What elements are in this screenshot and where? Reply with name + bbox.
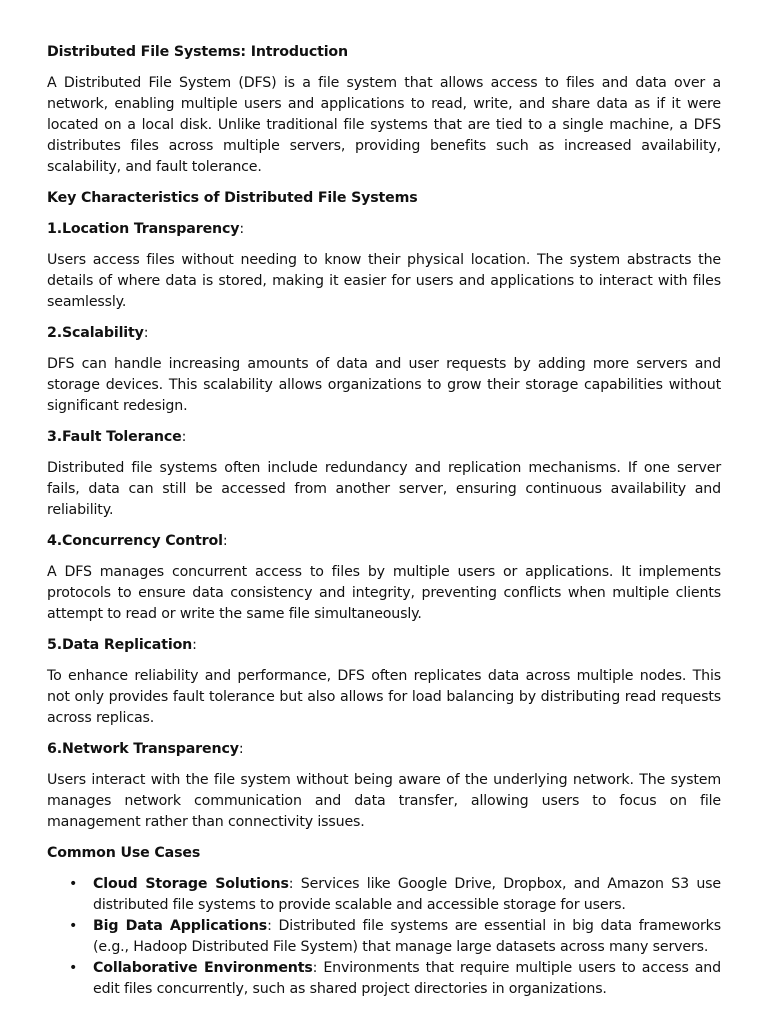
characteristic-term: 3.Fault Tolerance [47,429,182,445]
characteristic-paragraph: DFS can handle increasing amounts of data and user requests by adding more servers and storage devices. This scalability allows organizations to grow their storage capabilities without significant redesign. [47,356,721,414]
characteristic-colon: : [222,533,228,549]
characteristic-term: 6.Network Transparency [47,741,239,757]
bullet-icon: • [69,876,78,892]
characteristic-paragraph: A DFS manages concurrent access to files by multiple users or applications. It implements protocols to ensure data consistency and integrity, preventing conflicts when multiple clients attempt to read or write the same file simultaneously. [47,564,721,622]
list-item [69,916,721,958]
use-case-term: Collaborative Environments [93,960,313,976]
bullet-icon: • [69,918,78,934]
use-case-text: : Services like Google Drive, Dropbox, and Amazon S3 use distributed file systems to provide scalable and accessible storage for users. [93,876,721,913]
characteristic-heading [47,219,721,240]
characteristic-heading [47,427,721,448]
characteristic-paragraph: Users interact with the file system without being aware of the underlying network. The system manages network communication and data transfer, allowing users to focus on file management rather than connectivity issues. [47,772,721,830]
use-case-term: Big Data Applications [93,918,268,934]
characteristic-heading [47,739,721,760]
use-cases-list [47,874,721,1000]
characteristic-term: 1.Location Transparency [47,221,240,237]
characteristic-colon: : [239,221,244,237]
characteristic-paragraph: Users access files without needing to know their physical location. The system abstracts the details of where data is stored, making it easier for users and applications to interact with files seamlessly. [47,252,721,310]
characteristic-colon: : [192,637,197,653]
document-title: Distributed File Systems: Introduction [47,44,348,60]
characteristic-colon: : [143,325,149,341]
use-case-text: : Environments that require multiple users to access and edit files concurrently, such as shared project directories in organizations. [93,960,721,997]
characteristic-term: 4.Concurrency Control [47,533,223,549]
characteristic-heading [47,531,721,552]
use-cases-heading: Common Use Cases [47,845,201,861]
characteristic-term: 2.Scalability [47,325,144,341]
characteristic-heading [47,635,721,656]
characteristics-heading: Key Characteristics of Distributed File Systems [47,190,418,206]
characteristic-paragraph: To enhance reliability and performance, DFS often replicates data across multiple nodes. This not only provides fault tolerance but also allows for load balancing by distributing read requests across replicas. [47,668,721,726]
list-item [69,958,721,1000]
characteristic-colon: : [181,429,187,445]
bullet-icon: • [69,960,78,976]
characteristic-colon: : [238,741,244,757]
intro-paragraph: A Distributed File System (DFS) is a file system that allows access to files and data over a network, enabling multiple users and applications to read, write, and share data as if it were located on a local disk. Unlike traditional file systems that are tied to a single machine, a DFS distributes files across multiple servers, providing benefits such as increased availability, scalability, and fault tolerance. [47,75,721,175]
characteristic-term: 5.Data Replication [47,637,193,653]
use-case-text: : Distributed file systems are essential in big data frameworks (e.g., Hadoop Distributed File System) that manage large datasets across many servers. [93,918,721,955]
list-item [69,874,721,916]
use-case-term: Cloud Storage Solutions [93,876,289,892]
characteristic-paragraph: Distributed file systems often include redundancy and replication mechanisms. If one server fails, data can still be accessed from another server, ensuring continuous availability and reliability. [47,460,721,518]
characteristic-heading [47,323,721,344]
